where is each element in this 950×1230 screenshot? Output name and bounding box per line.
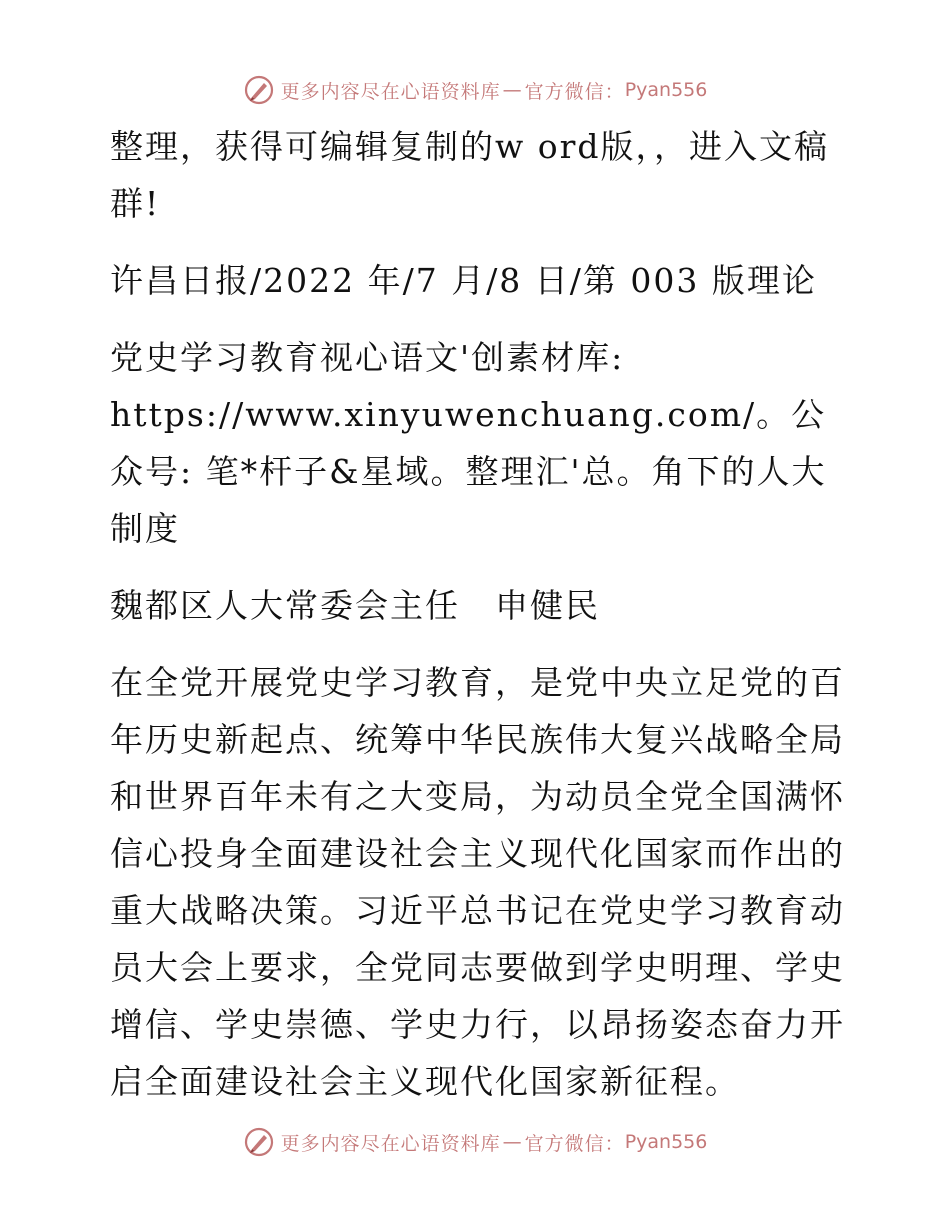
watermark-account: Pyan556 <box>624 79 708 101</box>
watermark-dash: — <box>502 79 523 101</box>
watermark-header <box>0 70 950 110</box>
document-body <box>96 118 856 1110</box>
watermark-label: 官方微信： <box>524 80 625 103</box>
watermark-dash: — <box>502 1131 523 1153</box>
intro-paragraph: 整理，获得可编辑复制的w ord版，，进入文稿群! <box>110 127 830 223</box>
pen-logo-icon <box>243 74 275 106</box>
watermark-label: 官方微信： <box>524 1132 625 1155</box>
watermark-text: 更多内容尽在心语资料库 <box>280 80 501 103</box>
watermark-account: Pyan556 <box>624 1131 708 1153</box>
source-line: 许昌日报/2022 年/7 月/8 日/第 003 版理论 <box>110 261 817 300</box>
author-line: 魏都区人大常委会主任 申健民 <box>110 586 600 625</box>
watermark-footer <box>0 1122 950 1162</box>
watermark-text: 更多内容尽在心语资料库 <box>280 1132 501 1155</box>
pen-logo-icon <box>243 1126 275 1158</box>
article-title: 党史学习教育视心语文'创素材库: https://www.xinyuwenchuang.com/。公众号: 笔*杆子&星域。整理汇'总。角下的人大制度 <box>110 338 827 548</box>
body-paragraph: 在全党开展党史学习教育，是党中央立足党的百年历史新起点、统筹中华民族伟大复兴战略全局和世界百年未有之大变局，为动员全党全国满怀信心投身全面建设社会主义现代化国家而作出的重大战略决策。习近平总书记在党史学习教育动员大会上要求，全党同志要做到学史明理、学史增信、学史崇德、学史力行，以昂扬姿态奋力开启全面建设社会主义现代化国家新征程。 <box>110 663 845 1101</box>
